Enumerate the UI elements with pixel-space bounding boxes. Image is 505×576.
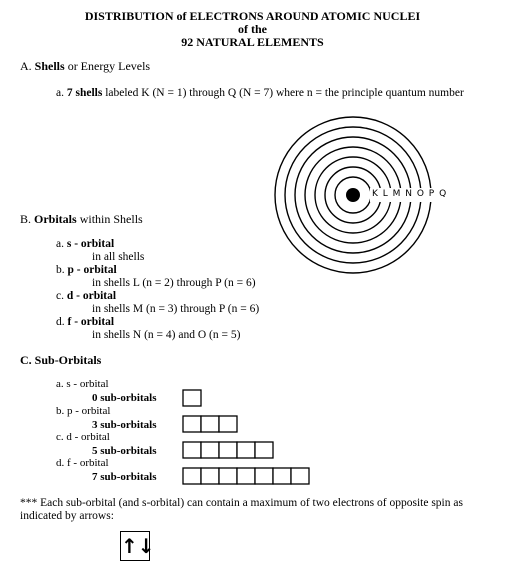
sub-p-letter: b. xyxy=(56,405,65,417)
sub-s-count: 0 sub-orbitals xyxy=(92,392,157,404)
sub-orbital-box xyxy=(183,442,201,458)
section-a-letter: A. xyxy=(20,59,32,73)
sub-orbital-box xyxy=(255,442,273,458)
orbital-p-letter: b. xyxy=(56,264,65,276)
orbital-d-letter: c. xyxy=(56,290,64,302)
sub-orbital-box xyxy=(183,468,201,484)
orbital-s-detail: in all shells xyxy=(92,251,145,263)
section-a-bold: Shells xyxy=(34,59,65,73)
section-a-item-text: labeled K (N = 1) through Q (N = 7) where n = the principle quantum number xyxy=(105,87,464,99)
orbital-p-detail: in shells L (n = 2) through P (n = 6) xyxy=(92,277,256,289)
sub-f-count: 7 sub-orbitals xyxy=(92,471,157,483)
sub-orbital-box xyxy=(219,442,237,458)
sub-orbital-box xyxy=(255,468,273,484)
section-a-item-bold: 7 shells xyxy=(66,87,103,99)
sub-p-count: 3 sub-orbitals xyxy=(92,419,157,431)
orbital-d-name: d - orbital xyxy=(66,290,117,302)
orbital-s-name: s - orbital xyxy=(66,238,115,250)
spin-arrows-box xyxy=(120,531,155,561)
orbital-p-name: p - orbital xyxy=(67,264,117,276)
footnote-line-1: *** Each sub-orbital (and s-orbital) can contain a maximum of two electrons of opposite spin as xyxy=(20,497,463,509)
sub-orbital-box xyxy=(201,468,219,484)
sub-orbital-box xyxy=(219,416,237,432)
sub-orbital-box xyxy=(237,442,255,458)
sub-orbital-box xyxy=(291,468,309,484)
title-line-2: of the xyxy=(238,22,267,36)
sub-s-name: s - orbital xyxy=(66,378,109,390)
sub-orbital-box xyxy=(183,416,201,432)
orbital-f-letter: d. xyxy=(56,316,65,328)
sub-orbital-box xyxy=(201,442,219,458)
sub-p-name: p - orbital xyxy=(67,405,111,417)
section-a-item-letter: a. xyxy=(56,87,64,99)
sub-orbital-box xyxy=(219,468,237,484)
footnote-line-2: indicated by arrows: xyxy=(20,510,114,522)
orbital-f-name: f - orbital xyxy=(67,316,115,328)
sub-d-count: 5 sub-orbitals xyxy=(92,445,157,457)
sub-orbital-box xyxy=(201,416,219,432)
section-a-rest: or Energy Levels xyxy=(67,59,151,73)
sub-d-name: d - orbital xyxy=(66,431,110,443)
sub-s-letter: a. xyxy=(56,378,64,390)
orbital-f-detail: in shells N (n = 4) and O (n = 5) xyxy=(92,329,241,341)
sub-orbital-box xyxy=(237,468,255,484)
section-c-heading: C. Sub-Orbitals xyxy=(20,353,102,367)
title-line-3: 92 NATURAL ELEMENTS xyxy=(181,35,324,49)
sub-f-letter: d. xyxy=(56,457,65,469)
shell-labels: K L M N O P Q xyxy=(372,189,448,199)
section-b-bold: Orbitals xyxy=(34,212,77,226)
spin-arrows-icon: ↑↓ xyxy=(121,534,155,558)
sub-d-letter: c. xyxy=(56,431,64,443)
orbital-s-letter: a. xyxy=(56,238,64,250)
section-b-letter: B. xyxy=(20,212,32,226)
sub-f-name: f - orbital xyxy=(67,457,109,469)
title-line-1: DISTRIBUTION of ELECTRONS AROUND ATOMIC NUCLEI xyxy=(84,9,421,23)
sub-orbital-box xyxy=(183,390,201,406)
sub-orbital-box xyxy=(273,468,291,484)
section-b-rest: within Shells xyxy=(79,212,143,226)
orbital-d-detail: in shells M (n = 3) through P (n = 6) xyxy=(92,303,260,315)
